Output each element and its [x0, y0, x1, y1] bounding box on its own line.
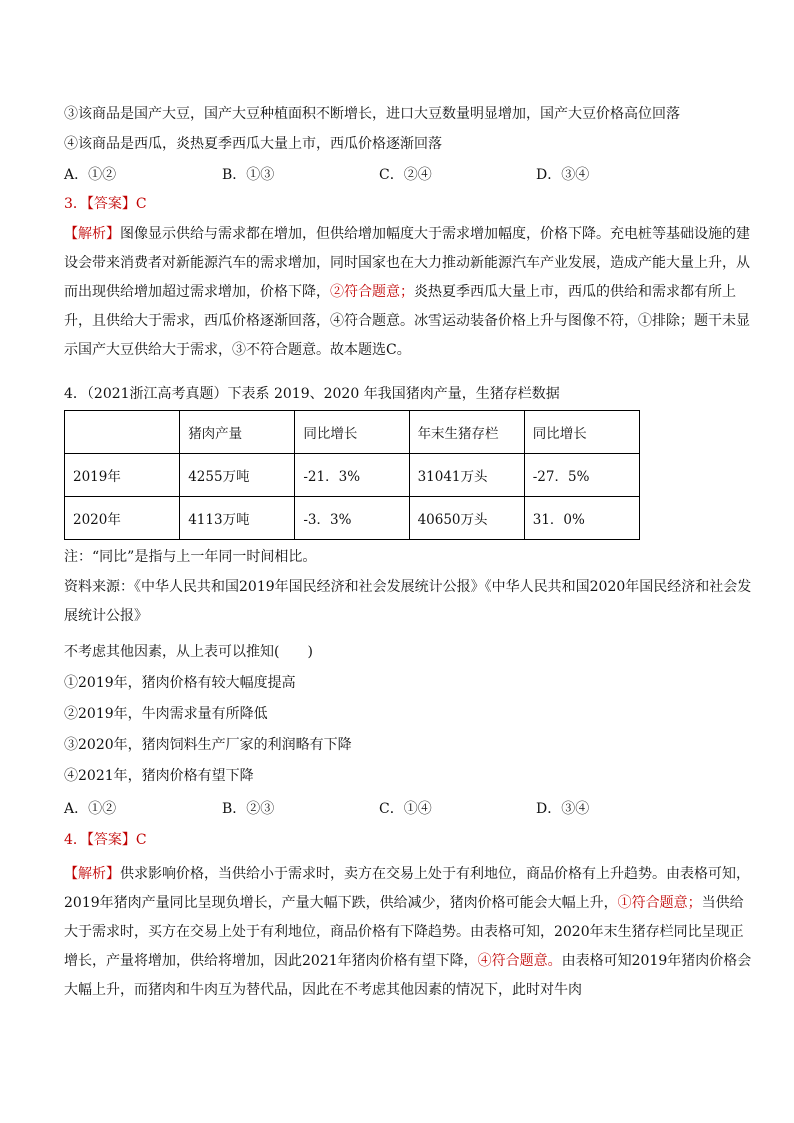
- q3-analysis-tag: 【解析】: [64, 226, 120, 242]
- table-cell: 2019年: [65, 454, 180, 497]
- table-header-cell: 猪肉产量: [180, 411, 295, 454]
- q3-choices: [64, 164, 754, 184]
- q3-analysis-red: ②符合题意；: [330, 284, 414, 300]
- q3-answer: 3．【答案】C: [64, 196, 147, 212]
- q4-analysis-text: 供求影响价格，当供给小于需求时，卖方在交易上处于有利地位，商品价格有上升趋势。由表格可知，2019年猪肉产量同比呈现负增长，产量大幅下跌，供给减少，猪肉价格可能会大幅上升，: [64, 866, 750, 911]
- data-table: [64, 410, 640, 540]
- q4-analysis: [64, 860, 754, 1005]
- q4-choice-c: C．①④: [379, 801, 432, 817]
- q4-option-3: ③2020年，猪肉饲料生产厂家的利润略有下降: [64, 737, 352, 753]
- q4-choice-d: D．③④: [536, 801, 590, 817]
- table-row: [65, 497, 640, 540]
- q4-source: 资料来源：《中华人民共和国2019年国民经济和社会发展统计公报》《中华人民共和国2020年国民经济和社会发展统计公报》: [64, 579, 752, 624]
- table-header-cell: 同比增长: [524, 411, 639, 454]
- q3-analysis-text: 图像显示供给与需求都在增加，但供给增加幅度大于需求增加幅度，价格下降。充电桩等基础设施的建设会带来消费者对新能源汽车的需求增加，同时国家也在大力推动新能源汽车产业发展，造成产能大量上升，从而出现供给增加超过需求增加，价格下降，: [64, 226, 750, 300]
- table-cell: -21．3%: [295, 454, 409, 497]
- q4-analysis-tag: 【解析】: [64, 866, 120, 882]
- q4-option-1: ①2019年，猪肉价格有较大幅度提高: [64, 675, 296, 691]
- q4-analysis-red1: ①符合题意；: [617, 895, 702, 911]
- table-row: [65, 454, 640, 497]
- q4-answer: 4．【答案】C: [64, 832, 147, 848]
- q4-choices: [64, 798, 754, 818]
- table-cell: 2020年: [65, 497, 180, 540]
- table-header-cell: 同比增长: [295, 411, 409, 454]
- table-header-cell: 年末生猪存栏: [409, 411, 524, 454]
- q4-stem: 4．（2021浙江高考真题）下表系 2019、2020 年我国猪肉产量，生猪存栏数据: [64, 386, 560, 402]
- table-cell: 40650万头: [409, 497, 524, 540]
- q3-analysis-text2: 炎热夏季西瓜大量上市，西瓜的供给和需求都有所上升，且供给大于需求，西瓜价格逐渐回落，④符合题意。冰雪运动装备价格上升与图像不符，①排除；题干未显示国产大豆供给大于需求，③不符合题意。故本题选C。: [64, 284, 750, 358]
- q4-note: 注：“同比”是指与上一年同一时间相比。: [64, 549, 317, 565]
- table-cell: 4113万吨: [180, 497, 295, 540]
- q4-option-4: ④2021年，猪肉价格有望下降: [64, 768, 254, 784]
- q4-analysis-text2: 当供给大于需求时，买方在交易上处于有利地位，商品价格有下降趋势。由表格可知，2020年末生猪存栏同比呈现正增长，产量将增加，供给将增加，因此2021年猪肉价格有望下降，: [64, 895, 744, 969]
- q4-choice-a: A．①②: [64, 801, 117, 817]
- table-header-row: [65, 411, 640, 454]
- q3-choice-c: C．②④: [379, 167, 432, 183]
- q3-option-4: ④该商品是西瓜，炎热夏季西瓜大量上市，西瓜价格逐渐回落: [64, 136, 442, 152]
- q4-analysis-red2: ④符合题意。: [477, 953, 562, 969]
- q4-analysis-text3: 由表格可知2019年猪肉价格会大幅上升，而猪肉和牛肉互为替代品，因此在不考虑其他因素的情况下，此时对牛肉: [64, 953, 752, 998]
- table-header-cell: [65, 411, 180, 454]
- table-cell: 31041万头: [409, 454, 524, 497]
- table-cell: -27．5%: [524, 454, 639, 497]
- q4-question: 不考虑其他因素，从上表可以推知( ): [64, 644, 313, 660]
- table-cell: 31．0%: [524, 497, 639, 540]
- q3-choice-a: A．①②: [64, 167, 117, 183]
- q3-choice-b: B．①③: [222, 167, 275, 183]
- q4-option-2: ②2019年，牛肉需求量有所降低: [64, 706, 268, 722]
- q3-choice-d: D．③④: [536, 167, 590, 183]
- q3-option-3: ③该商品是国产大豆，国产大豆种植面积不断增长，进口大豆数量明显增加，国产大豆价格高位回落: [64, 106, 680, 122]
- table-cell: -3．3%: [295, 497, 409, 540]
- q3-analysis: [64, 220, 754, 365]
- q4-choice-b: B．②③: [222, 801, 275, 817]
- table-cell: 4255万吨: [180, 454, 295, 497]
